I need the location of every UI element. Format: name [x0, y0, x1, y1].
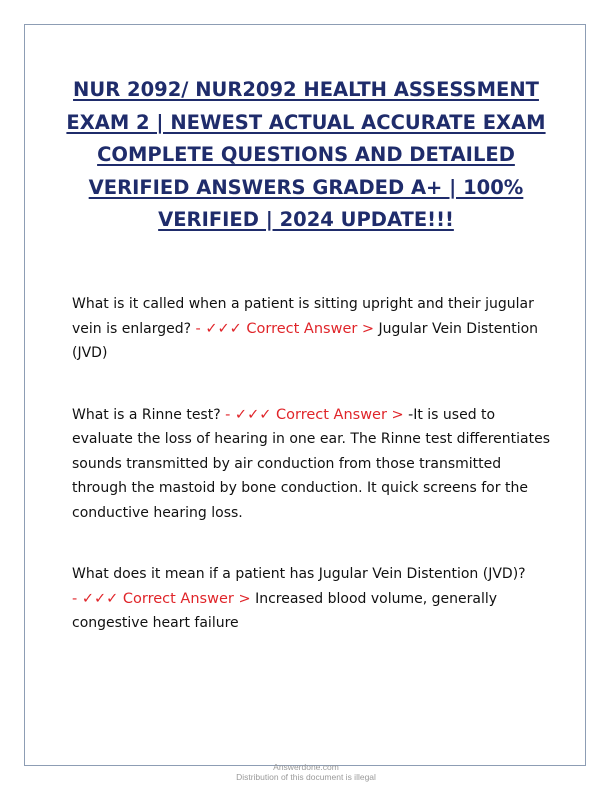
question-text: What does it mean if a patient has Jugular Vein Distention (JVD)? [72, 566, 526, 582]
answer-marker: - ✓✓✓ Correct Answer > [225, 406, 404, 423]
footer-notice: Distribution of this document is illegal [236, 772, 376, 782]
qa-item [72, 292, 552, 366]
answer-text: -It is used to evaluate the loss of hearing in one ear. The Rinne test differentiates sounds transmitted by air conduction from those transmitted through the mastoid by bone conduction. It quick screens for the conductive hearing loss. [72, 406, 551, 521]
question-text: What is a Rinne test? [72, 406, 221, 423]
qa-item [72, 562, 552, 636]
answer-marker: - ✓✓✓ Correct Answer > [195, 320, 375, 337]
qa-item [72, 403, 552, 526]
footer-site: Answerdone.com [273, 762, 339, 772]
answer-text: Increased blood volume, generally congestive heart failure [72, 590, 498, 631]
answer-marker: - ✓✓✓ Correct Answer > [72, 590, 251, 607]
footer [0, 762, 612, 782]
qa-list [72, 292, 552, 673]
question-text: What is it called when a patient is sitting upright and their jugular vein is enlarged? [72, 296, 534, 337]
document-title: NUR 2092/ NUR2092 HEALTH ASSESSMENT EXAM 2 | NEWEST ACTUAL ACCURATE EXAM COMPLETE QUESTIONS AND DETAILED VERIFIED ANSWERS GRADED A+ | 100% VERIFIED | 2024 UPDATE!!! [66, 78, 546, 231]
answer-text: Jugular Vein Distention (JVD) [72, 320, 539, 361]
